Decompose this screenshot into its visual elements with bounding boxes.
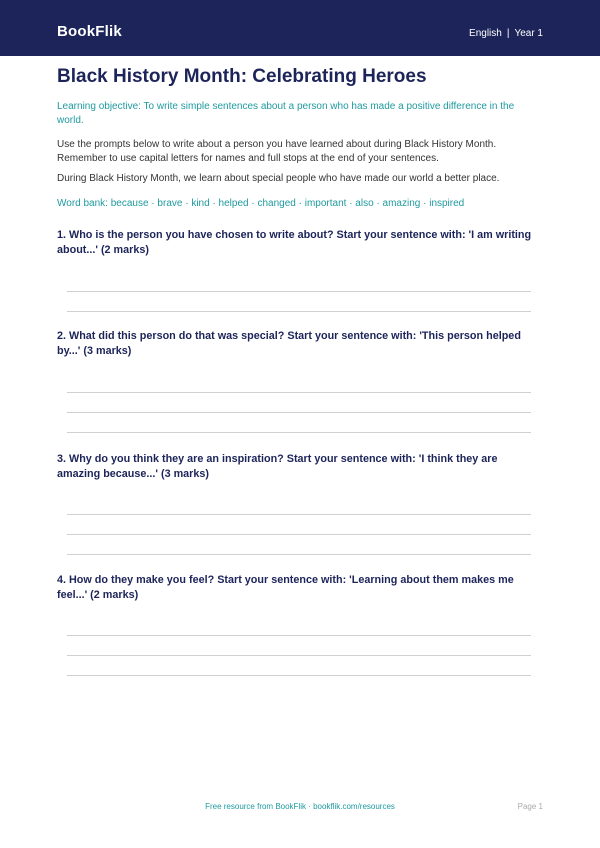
subject-year (469, 28, 543, 39)
page-title: Black History Month: Celebrating Heroes (57, 66, 427, 87)
writing-line[interactable] (67, 554, 531, 555)
question-4: 4. How do they make you feel? Start your sentence with: 'Learning about them makes me feel...' (2 marks) (57, 574, 514, 601)
writing-line[interactable] (67, 534, 531, 535)
subject-label: English (469, 28, 502, 39)
writing-line[interactable] (67, 412, 531, 413)
instructions: Use the prompts below to write about a person you have learned about during Black History Month. Remember to use capital letters for names and full stops at the end of your sentences. (57, 139, 497, 164)
year-label: Year 1 (514, 28, 543, 39)
question-3: 3. Why do you think they are an inspiration? Start your sentence with: 'I think they are amazing because...' (3 marks) (57, 453, 498, 480)
brand-logo: BookFlik (57, 23, 122, 40)
page-number: Page 1 (517, 802, 543, 811)
writing-line[interactable] (67, 291, 531, 292)
writing-line[interactable] (67, 675, 531, 676)
learning-objective: Learning objective: To write simple sentences about a person who has made a positive difference in the world. (57, 101, 515, 126)
writing-line[interactable] (67, 635, 531, 636)
word-bank: Word bank: because · brave · kind · helped · changed · important · also · amazing · inspired (57, 198, 465, 209)
writing-line[interactable] (67, 432, 531, 433)
question-2: 2. What did this person do that was special? Start your sentence with: 'This person helped by...' (3 marks) (57, 330, 521, 357)
writing-line[interactable] (67, 655, 531, 656)
footer-resource-link[interactable]: Free resource from BookFlik · bookflik.com/resources (205, 802, 395, 811)
meta-separator: | (506, 28, 510, 39)
writing-line[interactable] (67, 392, 531, 393)
page-header (0, 0, 600, 56)
question-1: 1. Who is the person you have chosen to write about? Start your sentence with: 'I am writing about...' (2 marks) (57, 229, 532, 256)
writing-line[interactable] (67, 514, 531, 515)
intro-text: During Black History Month, we learn about special people who have made our world a better place. (57, 173, 500, 184)
writing-line[interactable] (67, 311, 531, 312)
